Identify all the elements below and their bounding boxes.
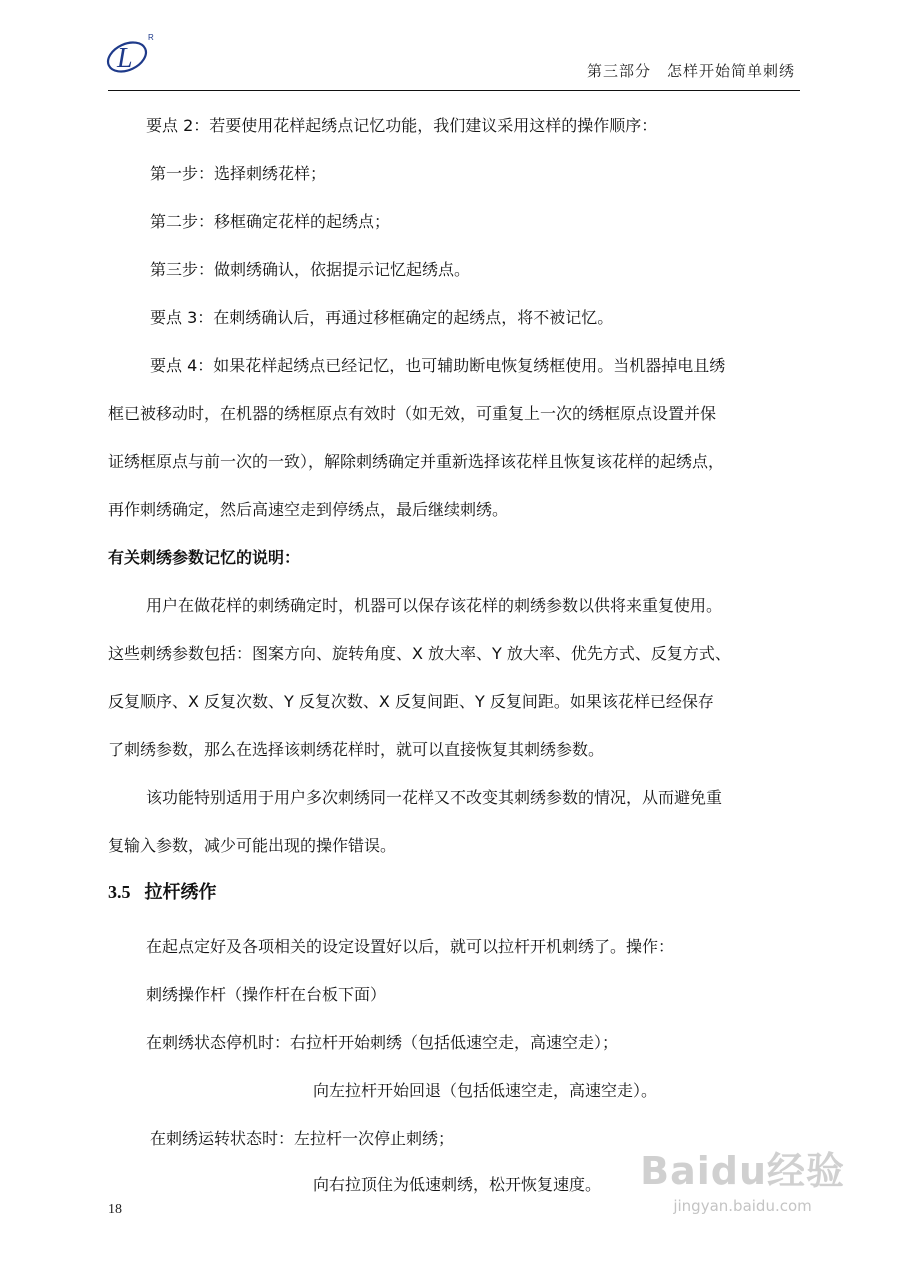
chapter-title: 第三部分 怎样开始简单刺绣 (586, 62, 795, 80)
running-state-right: 向右拉顶住为低速刺绣，松开恢复速度。 (313, 1175, 602, 1194)
section-intro: 在起点定好及各项相关的设定设置好以后，就可以拉杆开机刺绣了。操作： (146, 937, 675, 956)
step-3: 第三步：做刺绣确认，依据提示记忆起绣点。 (150, 260, 471, 279)
paragraph-point-4-line-1: 要点 4：如果花样起绣点已经记忆，也可辅助断电恢复绣框使用。当机器掉电且绣 (150, 356, 726, 375)
company-logo (105, 30, 157, 78)
params-paragraph-line-3: 反复顺序、X 反复次数、Y 反复次数、X 反复间距、Y 反复间距。如果该花样已经保存 (108, 692, 714, 711)
stopped-state-right: 在刺绣状态停机时：右拉杆开始刺绣（包括低速空走，高速空走）； (146, 1033, 619, 1052)
lever-description: 刺绣操作杆（操作杆在台板下面） (146, 985, 387, 1004)
paragraph-point-4-line-3: 证绣框原点与前一次的一致），解除刺绣确定并重新选择该花样且恢复该花样的起绣点， (108, 452, 725, 471)
paragraph-point-3: 要点 3：在刺绣确认后，再通过移框确定的起绣点，将不被记忆。 (150, 308, 614, 327)
section-number: 3.5 (108, 882, 131, 902)
page-number: 18 (108, 1202, 122, 1217)
feature-paragraph-line-1: 该功能特别适用于用户多次刺绣同一花样又不改变其刺绣参数的情况，从而避免重 (146, 788, 723, 807)
paragraph-point-2: 要点 2：若要使用花样起绣点记忆功能，我们建议采用这样的操作顺序： (146, 116, 658, 135)
running-state-left: 在刺绣运转状态时：左拉杆一次停止刺绣； (150, 1129, 455, 1148)
header-divider (108, 90, 800, 91)
logo-letter: L (117, 43, 133, 74)
paragraph-point-4-line-4: 再作刺绣确定，然后高速空走到停绣点，最后继续刺绣。 (108, 500, 509, 519)
watermark-url: jingyan.baidu.com (673, 1197, 812, 1215)
params-paragraph-line-1: 用户在做花样的刺绣确定时，机器可以保存该花样的刺绣参数以供将来重复使用。 (146, 596, 723, 615)
stopped-state-left: 向左拉杆开始回退（包括低速空走，高速空走）。 (313, 1081, 658, 1100)
feature-paragraph-line-2: 复输入参数，减少可能出现的操作错误。 (108, 836, 397, 855)
section-title: 拉杆绣作 (144, 882, 217, 903)
step-2: 第二步：移框确定花样的起绣点； (150, 212, 391, 231)
params-paragraph-line-4: 了刺绣参数，那么在选择该刺绣花样时，就可以直接恢复其刺绣参数。 (108, 740, 605, 759)
params-paragraph-line-2: 这些刺绣参数包括：图案方向、旋转角度、X 放大率、Y 放大率、优先方式、反复方式、 (108, 644, 731, 663)
section-heading (108, 878, 217, 904)
params-heading: 有关刺绣参数记忆的说明： (108, 548, 301, 567)
watermark-brand: Baidu经验 (640, 1149, 845, 1193)
logo-registered-mark: R (148, 33, 154, 42)
watermark (640, 1140, 845, 1215)
paragraph-point-4-line-2: 框已被移动时，在机器的绣框原点有效时（如无效，可重复上一次的绣框原点设置并保 (108, 404, 717, 423)
step-1: 第一步：选择刺绣花样； (150, 164, 327, 183)
